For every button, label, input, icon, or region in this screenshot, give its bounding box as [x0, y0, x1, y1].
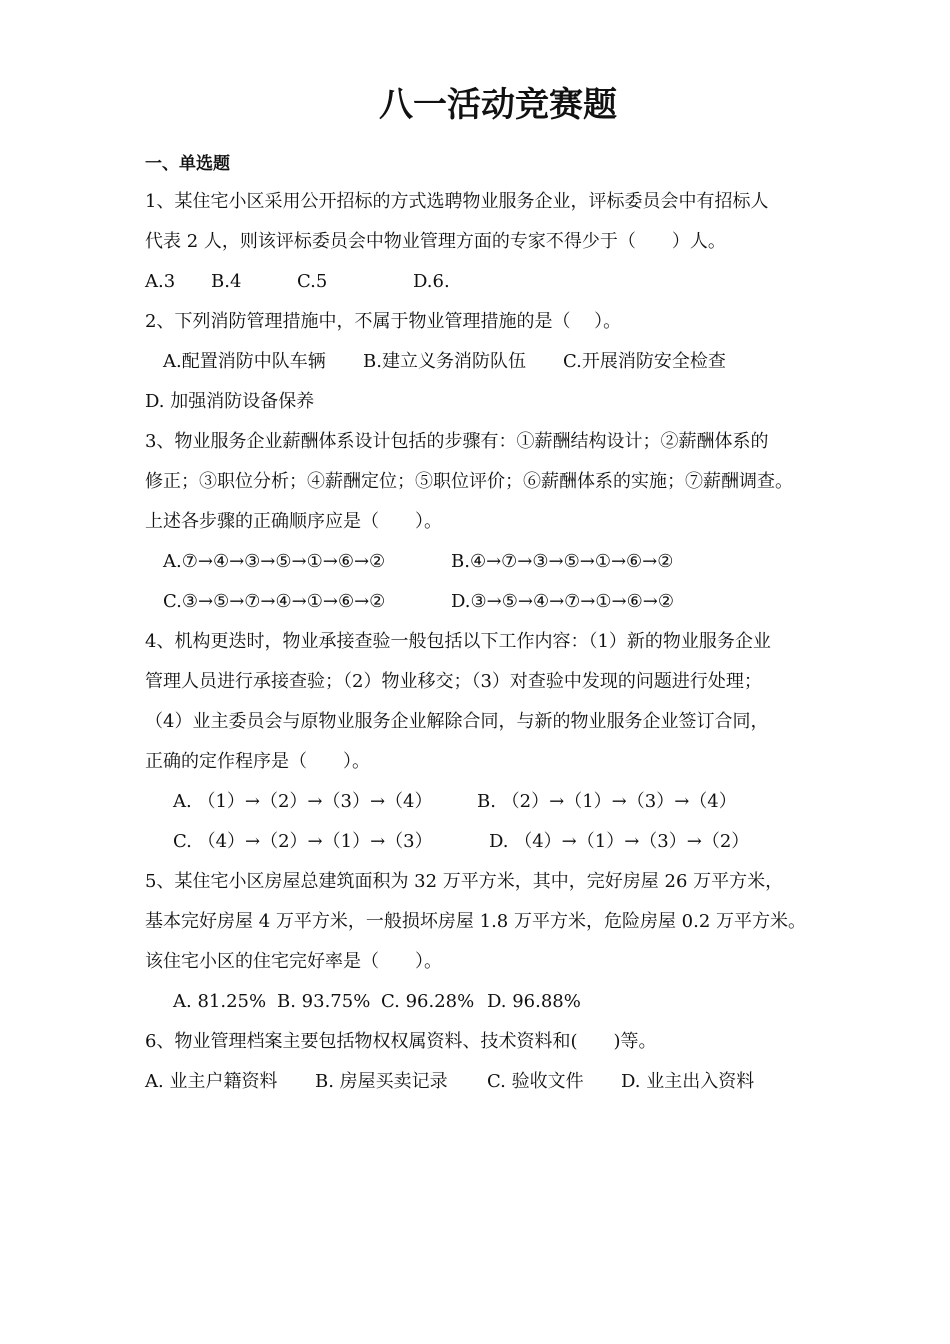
q4-option-d: D. （4）→（1）→（3）→（2）: [489, 831, 750, 852]
q3-options-row-1: [145, 542, 825, 582]
question-list: [145, 146, 825, 1102]
q2-stem-line-1: 2、下列消防管理措施中，不属于物业管理措施的是（ ）。: [145, 311, 622, 332]
q4-options-row-1: [145, 782, 825, 822]
q5-stem-line-2: 基本完好房屋 4 万平方米，一般损坏房屋 1.8 万平方米，危险房屋 0.2 万平方米。: [145, 911, 807, 932]
q5-options: [145, 982, 825, 1022]
q1-option-c: C.5: [297, 271, 328, 292]
q4-option-c: C. （4）→（2）→（1）→（3）: [173, 831, 433, 852]
q2-option-c: C.开展消防安全检查: [563, 351, 726, 372]
q3-stem-line-3: 上述各步骤的正确顺序应是（ ）。: [145, 511, 442, 532]
q4-stem-line-4: 正确的定作程序是（ ）。: [145, 751, 370, 772]
q1-option-d: D.6.: [413, 271, 450, 292]
q5-option-b: B. 93.75%: [277, 991, 371, 1012]
q4-option-b: B. （2）→（1）→（3）→（4）: [477, 791, 737, 812]
q1-options: [145, 262, 825, 302]
q4-stem-line-3: （4）业主委员会与原物业服务企业解除合同，与新的物业服务企业签订合同，: [145, 711, 769, 732]
q4-options-row-2: [145, 822, 825, 862]
q5-stem-line-3: 该住宅小区的住宅完好率是（ ）。: [145, 951, 442, 972]
q5-option-d: D. 96.88%: [487, 991, 581, 1012]
q2-options: [145, 342, 825, 382]
q6-option-a: A. 业主户籍资料: [145, 1071, 278, 1092]
q3-option-a: A.⑦→④→③→⑤→①→⑥→②: [163, 551, 386, 572]
q3-options-row-2: [145, 582, 825, 622]
q5-stem-line-1: 5、某住宅小区房屋总建筑面积为 32 万平方米，其中，完好房屋 26 万平方米，: [145, 871, 784, 892]
q5-option-c: C. 96.28%: [381, 991, 475, 1012]
q2-option-b: B.建立义务消防队伍: [363, 351, 526, 372]
section-heading: 一、单选题: [145, 154, 230, 174]
q6-stem-line-1: 6、物业管理档案主要包括物权权属资料、技术资料和( )等。: [145, 1031, 657, 1052]
q6-options: [145, 1062, 825, 1102]
q4-stem-line-2: 管理人员进行承接查验；（2）物业移交；（3）对查验中发现的问题进行处理；: [145, 671, 762, 692]
q1-stem-line-2: 代表 2 人，则该评标委员会中物业管理方面的专家不得少于（ ）人。: [145, 231, 726, 252]
q6-option-b: B. 房屋买卖记录: [315, 1071, 448, 1092]
q4-option-a: A. （1）→（2）→（3）→（4）: [173, 791, 433, 812]
q3-stem-line-2: 修正；③职位分析；④薪酬定位；⑤职位评价；⑥薪酬体系的实施；⑦薪酬调查。: [145, 471, 793, 492]
document-title: 八一活动竞赛题: [379, 85, 617, 125]
q6-option-d: D. 业主出入资料: [621, 1071, 755, 1092]
q3-option-d: D.③→⑤→④→⑦→①→⑥→②: [451, 591, 674, 612]
q6-option-c: C. 验收文件: [487, 1071, 584, 1092]
q3-option-b: B.④→⑦→③→⑤→①→⑥→②: [451, 551, 674, 572]
q1-option-b: B.4: [211, 271, 242, 292]
q1-stem-line-1: 1、某住宅小区采用公开招标的方式选聘物业服务企业，评标委员会中有招标人: [145, 191, 769, 212]
q3-stem-line-1: 3、物业服务企业薪酬体系设计包括的步骤有：①薪酬结构设计；②薪酬体系的: [145, 431, 769, 452]
q2-option-a: A.配置消防中队车辆: [163, 351, 326, 372]
q5-option-a: A. 81.25%: [173, 991, 267, 1012]
q3-option-c: C.③→⑤→⑦→④→①→⑥→②: [163, 591, 386, 612]
q4-stem-line-1: 4、机构更迭时，物业承接查验一般包括以下工作内容：（1）新的物业服务企业: [145, 631, 771, 652]
q2-option-d: D. 加强消防设备保养: [145, 391, 315, 412]
q1-option-a: A.3: [145, 271, 176, 292]
